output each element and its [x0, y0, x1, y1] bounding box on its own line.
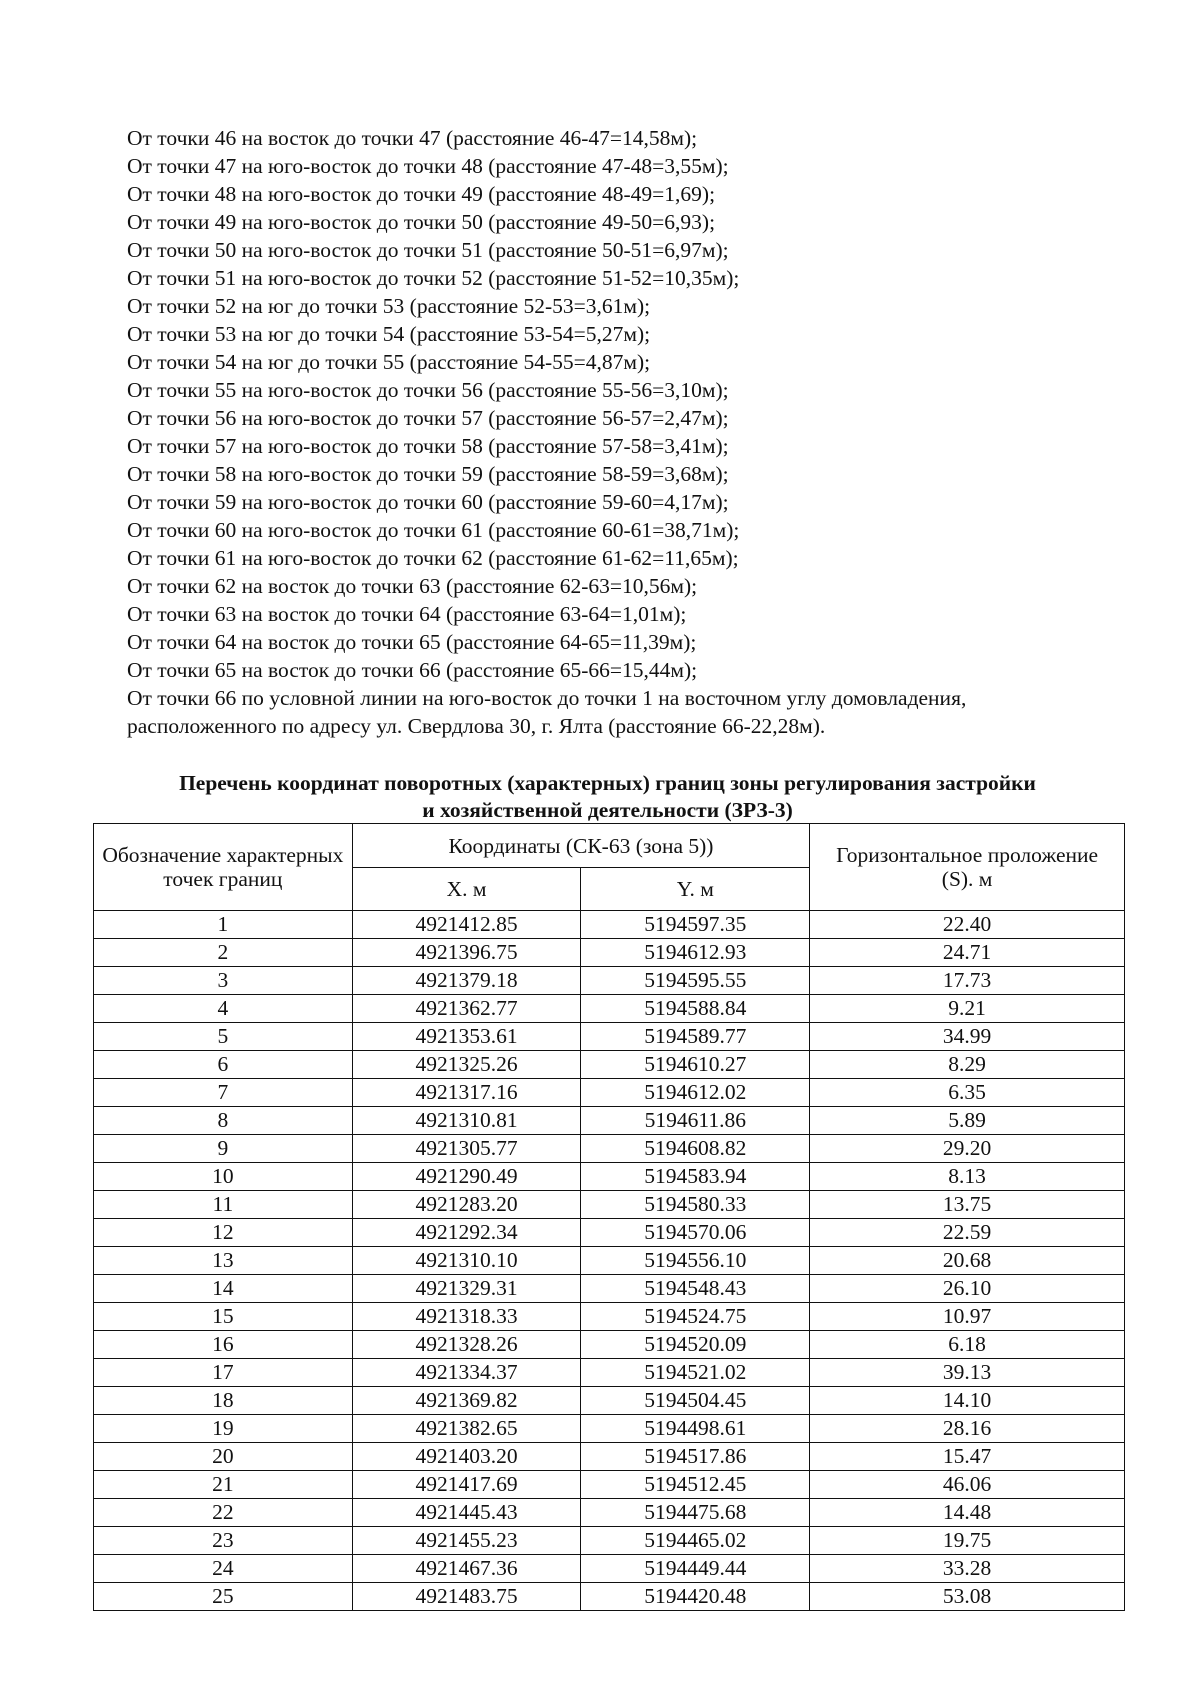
distance-cell: 53.08 [810, 1583, 1125, 1611]
point-number-cell: 20 [94, 1443, 353, 1471]
point-number-cell: 4 [94, 995, 353, 1023]
y-coordinate-cell: 5194570.06 [581, 1219, 810, 1247]
boundary-line: От точки 53 на юг до точки 54 (расстояние 53-54=5,27м); [127, 322, 651, 346]
table-row [94, 1051, 1125, 1079]
table-row [94, 1471, 1125, 1499]
x-coordinate-cell: 4921467.36 [352, 1555, 581, 1583]
point-number-cell: 11 [94, 1191, 353, 1219]
x-coordinate-cell: 4921325.26 [352, 1051, 581, 1079]
x-coordinate-cell: 4921305.77 [352, 1135, 581, 1163]
boundary-line: От точки 51 на юго-восток до точки 52 (расстояние 51-52=10,35м); [127, 266, 740, 290]
point-number-cell: 13 [94, 1247, 353, 1275]
y-coordinate-cell: 5194524.75 [581, 1303, 810, 1331]
distance-cell: 28.16 [810, 1415, 1125, 1443]
distance-cell: 22.40 [810, 911, 1125, 939]
table-row [94, 1443, 1125, 1471]
point-number-cell: 17 [94, 1359, 353, 1387]
coordinates-table [93, 823, 1125, 1611]
distance-cell: 34.99 [810, 1023, 1125, 1051]
x-coordinate-cell: 4921353.61 [352, 1023, 581, 1051]
boundary-line: От точки 54 на юг до точки 55 (расстояние 54-55=4,87м); [127, 350, 651, 374]
point-number-cell: 12 [94, 1219, 353, 1247]
table-row [94, 1415, 1125, 1443]
boundary-line: От точки 55 на юго-восток до точки 56 (расстояние 55-56=3,10м); [127, 378, 729, 402]
boundary-line: От точки 47 на юго-восток до точки 48 (расстояние 47-48=3,55м); [127, 154, 729, 178]
y-coordinate-cell: 5194449.44 [581, 1555, 810, 1583]
point-number-cell: 24 [94, 1555, 353, 1583]
x-coordinate-cell: 4921310.81 [352, 1107, 581, 1135]
y-coordinate-cell: 5194580.33 [581, 1191, 810, 1219]
distance-cell: 26.10 [810, 1275, 1125, 1303]
distance-cell: 6.18 [810, 1331, 1125, 1359]
header-coordinates: Координаты (СК-63 (зона 5)) [352, 824, 810, 868]
point-number-cell: 3 [94, 967, 353, 995]
point-number-cell: 23 [94, 1527, 353, 1555]
y-coordinate-cell: 5194420.48 [581, 1583, 810, 1611]
boundary-line: От точки 57 на юго-восток до точки 58 (расстояние 57-58=3,41м); [127, 434, 729, 458]
table-row [94, 1275, 1125, 1303]
x-coordinate-cell: 4921317.16 [352, 1079, 581, 1107]
point-number-cell: 16 [94, 1331, 353, 1359]
x-coordinate-cell: 4921483.75 [352, 1583, 581, 1611]
x-coordinate-cell: 4921455.23 [352, 1527, 581, 1555]
table-row [94, 1583, 1125, 1611]
y-coordinate-cell: 5194588.84 [581, 995, 810, 1023]
boundary-line: От точки 50 на юго-восток до точки 51 (расстояние 50-51=6,97м); [127, 238, 729, 262]
point-number-cell: 5 [94, 1023, 353, 1051]
point-number-cell: 14 [94, 1275, 353, 1303]
point-number-cell: 8 [94, 1107, 353, 1135]
x-coordinate-cell: 4921283.20 [352, 1191, 581, 1219]
table-title [90, 770, 1125, 824]
table-row [94, 995, 1125, 1023]
distance-cell: 39.13 [810, 1359, 1125, 1387]
distance-cell: 8.29 [810, 1051, 1125, 1079]
y-coordinate-cell: 5194520.09 [581, 1331, 810, 1359]
boundary-line: От точки 48 на юго-восток до точки 49 (расстояние 48-49=1,69); [127, 182, 716, 206]
point-number-cell: 22 [94, 1499, 353, 1527]
point-number-cell: 2 [94, 939, 353, 967]
x-coordinate-cell: 4921362.77 [352, 995, 581, 1023]
distance-cell: 5.89 [810, 1107, 1125, 1135]
point-number-cell: 9 [94, 1135, 353, 1163]
distance-cell: 13.75 [810, 1191, 1125, 1219]
header-y: Y. м [581, 868, 810, 911]
table-row [94, 1303, 1125, 1331]
table-row [94, 1331, 1125, 1359]
table-row [94, 1499, 1125, 1527]
x-coordinate-cell: 4921292.34 [352, 1219, 581, 1247]
boundary-line: От точки 58 на юго-восток до точки 59 (расстояние 58-59=3,68м); [127, 462, 729, 486]
y-coordinate-cell: 5194583.94 [581, 1163, 810, 1191]
y-coordinate-cell: 5194556.10 [581, 1247, 810, 1275]
table-row [94, 1555, 1125, 1583]
point-number-cell: 7 [94, 1079, 353, 1107]
distance-cell: 24.71 [810, 939, 1125, 967]
x-coordinate-cell: 4921417.69 [352, 1471, 581, 1499]
y-coordinate-cell: 5194512.45 [581, 1471, 810, 1499]
boundary-line: От точки 49 на юго-восток до точки 50 (расстояние 49-50=6,93); [127, 210, 716, 234]
y-coordinate-cell: 5194612.02 [581, 1079, 810, 1107]
table-row [94, 1163, 1125, 1191]
x-coordinate-cell: 4921334.37 [352, 1359, 581, 1387]
table-row [94, 1135, 1125, 1163]
point-number-cell: 15 [94, 1303, 353, 1331]
distance-cell: 46.06 [810, 1471, 1125, 1499]
x-coordinate-cell: 4921310.10 [352, 1247, 581, 1275]
distance-cell: 8.13 [810, 1163, 1125, 1191]
y-coordinate-cell: 5194465.02 [581, 1527, 810, 1555]
distance-cell: 9.21 [810, 995, 1125, 1023]
x-coordinate-cell: 4921445.43 [352, 1499, 581, 1527]
boundary-line: От точки 64 на восток до точки 65 (расстояние 64-65=11,39м); [127, 630, 697, 654]
x-coordinate-cell: 4921318.33 [352, 1303, 581, 1331]
x-coordinate-cell: 4921396.75 [352, 939, 581, 967]
table-row [94, 1107, 1125, 1135]
point-number-cell: 10 [94, 1163, 353, 1191]
x-coordinate-cell: 4921382.65 [352, 1415, 581, 1443]
x-coordinate-cell: 4921290.49 [352, 1163, 581, 1191]
distance-cell: 14.48 [810, 1499, 1125, 1527]
distance-cell: 19.75 [810, 1527, 1125, 1555]
boundary-line: От точки 65 на восток до точки 66 (расстояние 65-66=15,44м); [127, 658, 698, 682]
point-number-cell: 1 [94, 911, 353, 939]
y-coordinate-cell: 5194611.86 [581, 1107, 810, 1135]
x-coordinate-cell: 4921328.26 [352, 1331, 581, 1359]
x-coordinate-cell: 4921329.31 [352, 1275, 581, 1303]
boundary-description [127, 124, 1117, 740]
y-coordinate-cell: 5194597.35 [581, 911, 810, 939]
table-row [94, 1387, 1125, 1415]
table-row [94, 1023, 1125, 1051]
boundary-final-paragraph: От точки 66 по условной линии на юго-восток до точки 1 на восточном углу домовладения, расположенного по адресу ул. Свердлова 30, г. Ялта (расстояние 66-22,28м). [127, 686, 967, 738]
header-point: Обозначение характерных точек границ [94, 824, 353, 911]
point-number-cell: 18 [94, 1387, 353, 1415]
x-coordinate-cell: 4921379.18 [352, 967, 581, 995]
point-number-cell: 21 [94, 1471, 353, 1499]
table-row [94, 1527, 1125, 1555]
boundary-line: От точки 56 на юго-восток до точки 57 (расстояние 56-57=2,47м); [127, 406, 729, 430]
boundary-line: От точки 59 на юго-восток до точки 60 (расстояние 59-60=4,17м); [127, 490, 729, 514]
header-distance: Горизонтальное проложение (S). м [810, 824, 1125, 911]
distance-cell: 33.28 [810, 1555, 1125, 1583]
header-x: X. м [352, 868, 581, 911]
boundary-line: От точки 46 на восток до точки 47 (расстояние 46-47=14,58м); [127, 126, 698, 150]
distance-cell: 17.73 [810, 967, 1125, 995]
y-coordinate-cell: 5194589.77 [581, 1023, 810, 1051]
point-number-cell: 25 [94, 1583, 353, 1611]
boundary-line: От точки 63 на восток до точки 64 (расстояние 63-64=1,01м); [127, 602, 687, 626]
y-coordinate-cell: 5194521.02 [581, 1359, 810, 1387]
y-coordinate-cell: 5194475.68 [581, 1499, 810, 1527]
y-coordinate-cell: 5194504.45 [581, 1387, 810, 1415]
distance-cell: 20.68 [810, 1247, 1125, 1275]
y-coordinate-cell: 5194498.61 [581, 1415, 810, 1443]
boundary-line: От точки 62 на восток до точки 63 (расстояние 62-63=10,56м); [127, 574, 698, 598]
distance-cell: 29.20 [810, 1135, 1125, 1163]
table-title-line-1: Перечень координат поворотных (характерных) границ зоны регулирования застройки [179, 771, 1036, 795]
distance-cell: 10.97 [810, 1303, 1125, 1331]
table-body [94, 911, 1125, 1611]
y-coordinate-cell: 5194610.27 [581, 1051, 810, 1079]
table-row [94, 939, 1125, 967]
boundary-line: От точки 52 на юг до точки 53 (расстояние 52-53=3,61м); [127, 294, 651, 318]
boundary-line: От точки 61 на юго-восток до точки 62 (расстояние 61-62=11,65м); [127, 546, 739, 570]
table-title-line-2: и хозяйственной деятельности (ЗРЗ-3) [422, 798, 793, 822]
y-coordinate-cell: 5194608.82 [581, 1135, 810, 1163]
table-row [94, 967, 1125, 995]
point-number-cell: 6 [94, 1051, 353, 1079]
table-row [94, 1219, 1125, 1247]
table-row [94, 911, 1125, 939]
x-coordinate-cell: 4921412.85 [352, 911, 581, 939]
distance-cell: 14.10 [810, 1387, 1125, 1415]
table-row [94, 1247, 1125, 1275]
y-coordinate-cell: 5194548.43 [581, 1275, 810, 1303]
table-row [94, 1191, 1125, 1219]
y-coordinate-cell: 5194612.93 [581, 939, 810, 967]
boundary-line: От точки 60 на юго-восток до точки 61 (расстояние 60-61=38,71м); [127, 518, 740, 542]
table-row [94, 1079, 1125, 1107]
table-row [94, 1359, 1125, 1387]
distance-cell: 6.35 [810, 1079, 1125, 1107]
distance-cell: 22.59 [810, 1219, 1125, 1247]
x-coordinate-cell: 4921369.82 [352, 1387, 581, 1415]
y-coordinate-cell: 5194595.55 [581, 967, 810, 995]
point-number-cell: 19 [94, 1415, 353, 1443]
x-coordinate-cell: 4921403.20 [352, 1443, 581, 1471]
distance-cell: 15.47 [810, 1443, 1125, 1471]
y-coordinate-cell: 5194517.86 [581, 1443, 810, 1471]
